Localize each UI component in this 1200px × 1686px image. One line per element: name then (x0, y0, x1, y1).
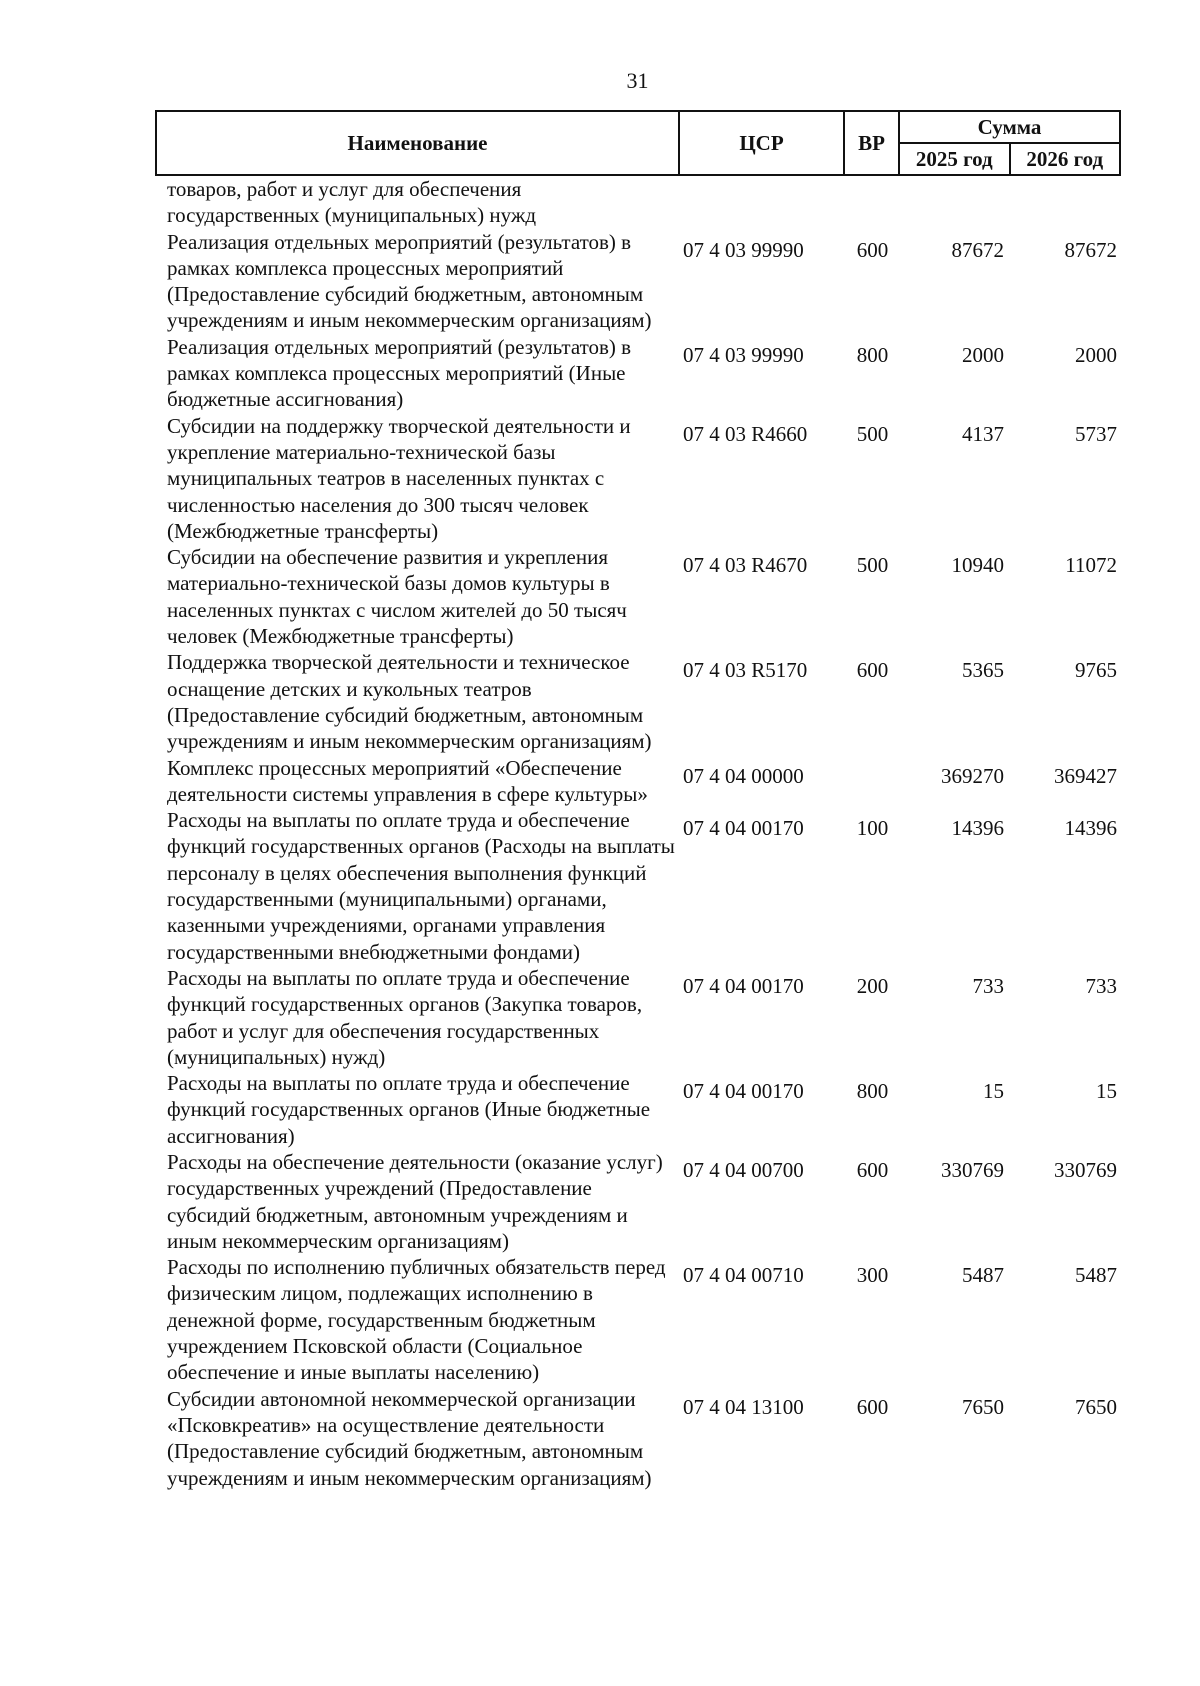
row-sum-2025: 15 (983, 1079, 1004, 1104)
row-name: Реализация отдельных мероприятий (результатов) в рамках комплекса процессных мероприятий (Иные бюджетные ассигнования) (167, 334, 632, 412)
table-row (155, 176, 1121, 229)
row-csr: 07 4 04 00170 (683, 973, 804, 998)
row-name: Расходы на обеспечение деятельности (оказание услуг) государственных учреждений (Предоставление субсидий бюджетным, автономным учреждениям и иным некоммерческим организациям) (167, 1149, 663, 1253)
row-sum-2025: 7650 (962, 1394, 1004, 1419)
table-row (155, 1070, 1121, 1149)
row-sum-2026: 9765 (1075, 658, 1117, 683)
table-row (155, 965, 1121, 1070)
row-csr: 07 4 03 99990 (683, 342, 804, 367)
table-row (155, 1254, 1121, 1385)
row-sum-2026: 14396 (1064, 816, 1117, 841)
row-csr: 07 4 04 00710 (683, 1263, 804, 1288)
row-csr: 07 4 04 00170 (683, 1079, 804, 1104)
header-csr: ЦСР (680, 112, 845, 174)
row-sum-2025: 330769 (941, 1157, 1004, 1182)
table-row (155, 544, 1121, 649)
row-vr: 100 (856, 816, 889, 841)
budget-table (155, 110, 1121, 1491)
header-year-2026: 2026 год (1026, 147, 1104, 171)
row-sum-2026: 5487 (1075, 1263, 1117, 1288)
table-row (155, 1386, 1121, 1491)
row-sum-2026: 369427 (1054, 763, 1117, 788)
row-vr: 600 (856, 658, 889, 683)
row-vr: 800 (856, 1079, 889, 1104)
row-name: Субсидии автономной некоммерческой организации «Псковкреатив» на осуществление деятельности (Предоставление субсидий бюджетным, автономным учреждениям и иным некоммерческим организациям) (167, 1386, 652, 1490)
table-row (155, 807, 1121, 965)
row-sum-2026: 87672 (1064, 237, 1117, 262)
row-sum-2025: 14396 (951, 816, 1004, 841)
header-year-2025: 2025 год (900, 144, 1011, 174)
table-row (155, 229, 1121, 334)
header-name: Наименование (155, 112, 680, 174)
row-sum-2025: 87672 (951, 237, 1004, 262)
row-vr: 300 (856, 1263, 889, 1288)
table-row (155, 755, 1121, 808)
row-vr: 500 (856, 421, 889, 446)
row-name: Расходы на выплаты по оплате труда и обеспечение функций государственных органов (Иные бюджетные ассигнования) (167, 1071, 651, 1148)
row-csr: 07 4 04 00000 (683, 763, 804, 788)
page-number: 31 (626, 68, 649, 93)
row-name: Расходы по исполнению публичных обязательств перед физическим лицом, подлежащих исполнению в денежной форме, государственным бюджетным учреждением Псковской области (Социальное обеспечение и иные выплаты населению) (167, 1255, 666, 1385)
row-sum-2025: 733 (972, 973, 1004, 998)
table-header (155, 110, 1121, 176)
row-vr: 500 (856, 553, 889, 578)
table-row (155, 649, 1121, 754)
row-sum-2026: 11072 (1065, 553, 1117, 578)
row-vr: 600 (856, 1157, 889, 1182)
row-vr: 600 (856, 237, 889, 262)
header-sum-title: Сумма (900, 112, 1119, 144)
row-name: Комплекс процессных мероприятий «Обеспечение деятельности системы управления в сфере культуры» (167, 755, 648, 806)
row-sum-2025: 5365 (962, 658, 1004, 683)
row-vr (845, 755, 900, 763)
row-csr: 07 4 03 99990 (683, 237, 804, 262)
row-name: Реализация отдельных мероприятий (результатов) в рамках комплекса процессных мероприятий (Предоставление субсидий бюджетным, автономным учреждениям и иным некоммерческим организациям) (167, 229, 652, 333)
row-sum-2026: 5737 (1075, 421, 1117, 446)
row-csr: 07 4 03 R4670 (683, 553, 808, 578)
row-sum-2026: 2000 (1075, 342, 1117, 367)
table-row (155, 1149, 1121, 1254)
row-vr: 200 (856, 973, 889, 998)
row-csr: 07 4 03 R5170 (683, 658, 808, 683)
row-sum-2025: 369270 (941, 763, 1004, 788)
header-vr: ВР (845, 112, 900, 174)
row-name: Субсидии на поддержку творческой деятельности и укрепление материально-технической базы муниципальных театров в населенных пунктах с численностью населения до 300 тысяч человек (Межбюджетные трансферты) (167, 413, 631, 543)
row-sum-2025: 4137 (962, 421, 1004, 446)
row-csr: 07 4 03 R4660 (683, 421, 808, 446)
row-name: товаров, работ и услуг для обеспечения государственных (муниципальных) нужд (167, 177, 537, 228)
table-body (155, 176, 1121, 1491)
row-csr: 07 4 04 13100 (683, 1394, 804, 1419)
row-sum-2026: 733 (1085, 973, 1117, 998)
header-sum-years (900, 144, 1119, 174)
header-sum (900, 112, 1121, 174)
row-sum-2025: 5487 (962, 1263, 1004, 1288)
row-vr: 800 (856, 342, 889, 367)
row-name: Поддержка творческой деятельности и техническое оснащение детских и кукольных театров (Предоставление субсидий бюджетным, автономным учреждениям и иным некоммерческим организациям) (167, 650, 652, 754)
row-sum-2025: 10940 (951, 553, 1004, 578)
row-sum-2026: 7650 (1075, 1394, 1117, 1419)
row-csr: 07 4 04 00700 (683, 1157, 804, 1182)
table-row (155, 334, 1121, 413)
row-sum-2026: 330769 (1054, 1157, 1117, 1182)
row-sum-2026: 15 (1096, 1079, 1117, 1104)
row-name: Расходы на выплаты по оплате труда и обеспечение функций государственных органов (Расходы на выплаты персоналу в целях обеспечения выполнения функций государственными (муниципальными) органами, казенными учреждениями, органами управления государственными внебюджетными фондами) (167, 808, 675, 964)
row-sum-2025: 2000 (962, 342, 1004, 367)
row-csr: 07 4 04 00170 (683, 816, 804, 841)
row-name: Субсидии на обеспечение развития и укрепления материально-технической базы домов культуры в населенных пунктах с числом жителей до 50 тысяч человек (Межбюджетные трансферты) (167, 545, 627, 649)
row-name: Расходы на выплаты по оплате труда и обеспечение функций государственных органов (Закупка товаров, работ и услуг для обеспечения государственных (муниципальных) нужд) (167, 965, 643, 1069)
table-row (155, 413, 1121, 544)
row-vr: 600 (856, 1394, 889, 1419)
